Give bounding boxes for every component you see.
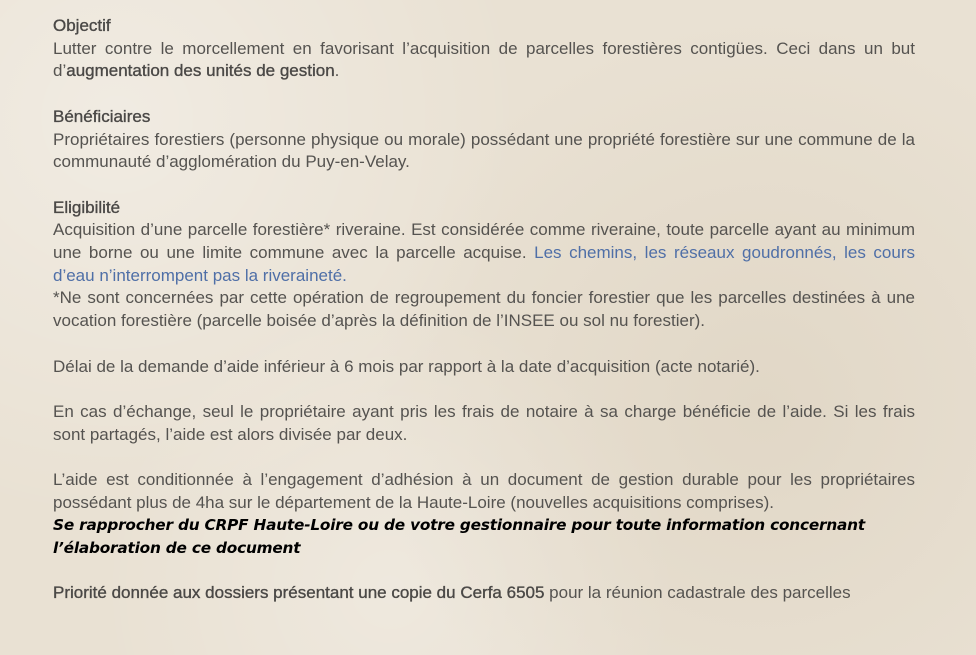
priorite-text bbox=[53, 582, 915, 605]
riverainete-note-end: . bbox=[342, 265, 347, 285]
objectif-text-part: Lutter contre le morcellement en favorisant l’acquisition de parcelles forestières contigües. Ceci dans un but d’ bbox=[53, 38, 915, 81]
priorite-emphasis: Priorité donnée aux dossiers présentant une copie du Cerfa 6505 bbox=[53, 583, 545, 603]
objectif-text-end: . bbox=[334, 61, 340, 81]
priorite-text-rest: pour la réunion cadastrale des parcelles bbox=[544, 583, 851, 603]
section-priorite bbox=[53, 582, 915, 605]
objectif-emphasis: augmentation des unités de gestion bbox=[66, 61, 335, 81]
section-eligibilite bbox=[53, 197, 915, 333]
eligibilite-heading: Eligibilité bbox=[53, 197, 121, 217]
section-objectif bbox=[53, 15, 915, 83]
beneficiaires-text: Propriétaires forestiers (personne physique ou morale) possédant une propriété forestière sur une commune de la communauté d’agglomération du Puy-en-Velay. bbox=[53, 129, 915, 172]
echange-text: En cas d’échange, seul le propriétaire ayant pris les frais de notaire à sa charge bénéficie de l’aide. Si les frais sont partagés, l’aide est alors divisée par deux. bbox=[53, 401, 915, 444]
eligibilite-text-part: Acquisition d’une parcelle forestière* riveraine. Est considérée comme riveraine, toute parcelle ayant au minimum une borne ou une limite commune avec la parcelle acquise. bbox=[53, 220, 915, 262]
crpf-callout: Se rapprocher du CRPF Haute-Loire ou de votre gestionnaire pour toute information concernant l’élaboration de ce document bbox=[53, 516, 865, 558]
section-beneficiaires bbox=[53, 106, 915, 174]
beneficiaires-heading: Bénéficiaires bbox=[53, 106, 151, 126]
delai-text: Délai de la demande d’aide inférieur à 6 mois par rapport à la date d’acquisition (acte notarié). bbox=[53, 356, 760, 376]
eligibilite-text bbox=[53, 219, 915, 287]
section-delai bbox=[53, 356, 915, 379]
document-body bbox=[53, 15, 915, 628]
section-condition bbox=[53, 469, 915, 560]
objectif-heading: Objectif bbox=[53, 16, 111, 35]
eligibilite-footnote: *Ne sont concernées par cette opération de regroupement du foncier forestier que les parcelles destinées à une vocation forestière (parcelle boisée d’après la définition de l’INSEE ou sol nu forestier). bbox=[53, 288, 915, 331]
riverainete-note: Les chemins, les réseaux goudronnés, les cours d’eau n’interrompent pas la riveraineté bbox=[53, 243, 915, 285]
section-echange bbox=[53, 401, 915, 446]
condition-text: L’aide est conditionnée à l’engagement d’adhésion à un document de gestion durable pour les propriétaires possédant plus de 4ha sur le département de la Haute-Loire (nouvelles acquisitions comprises). bbox=[53, 469, 915, 512]
objectif-text bbox=[53, 38, 915, 83]
